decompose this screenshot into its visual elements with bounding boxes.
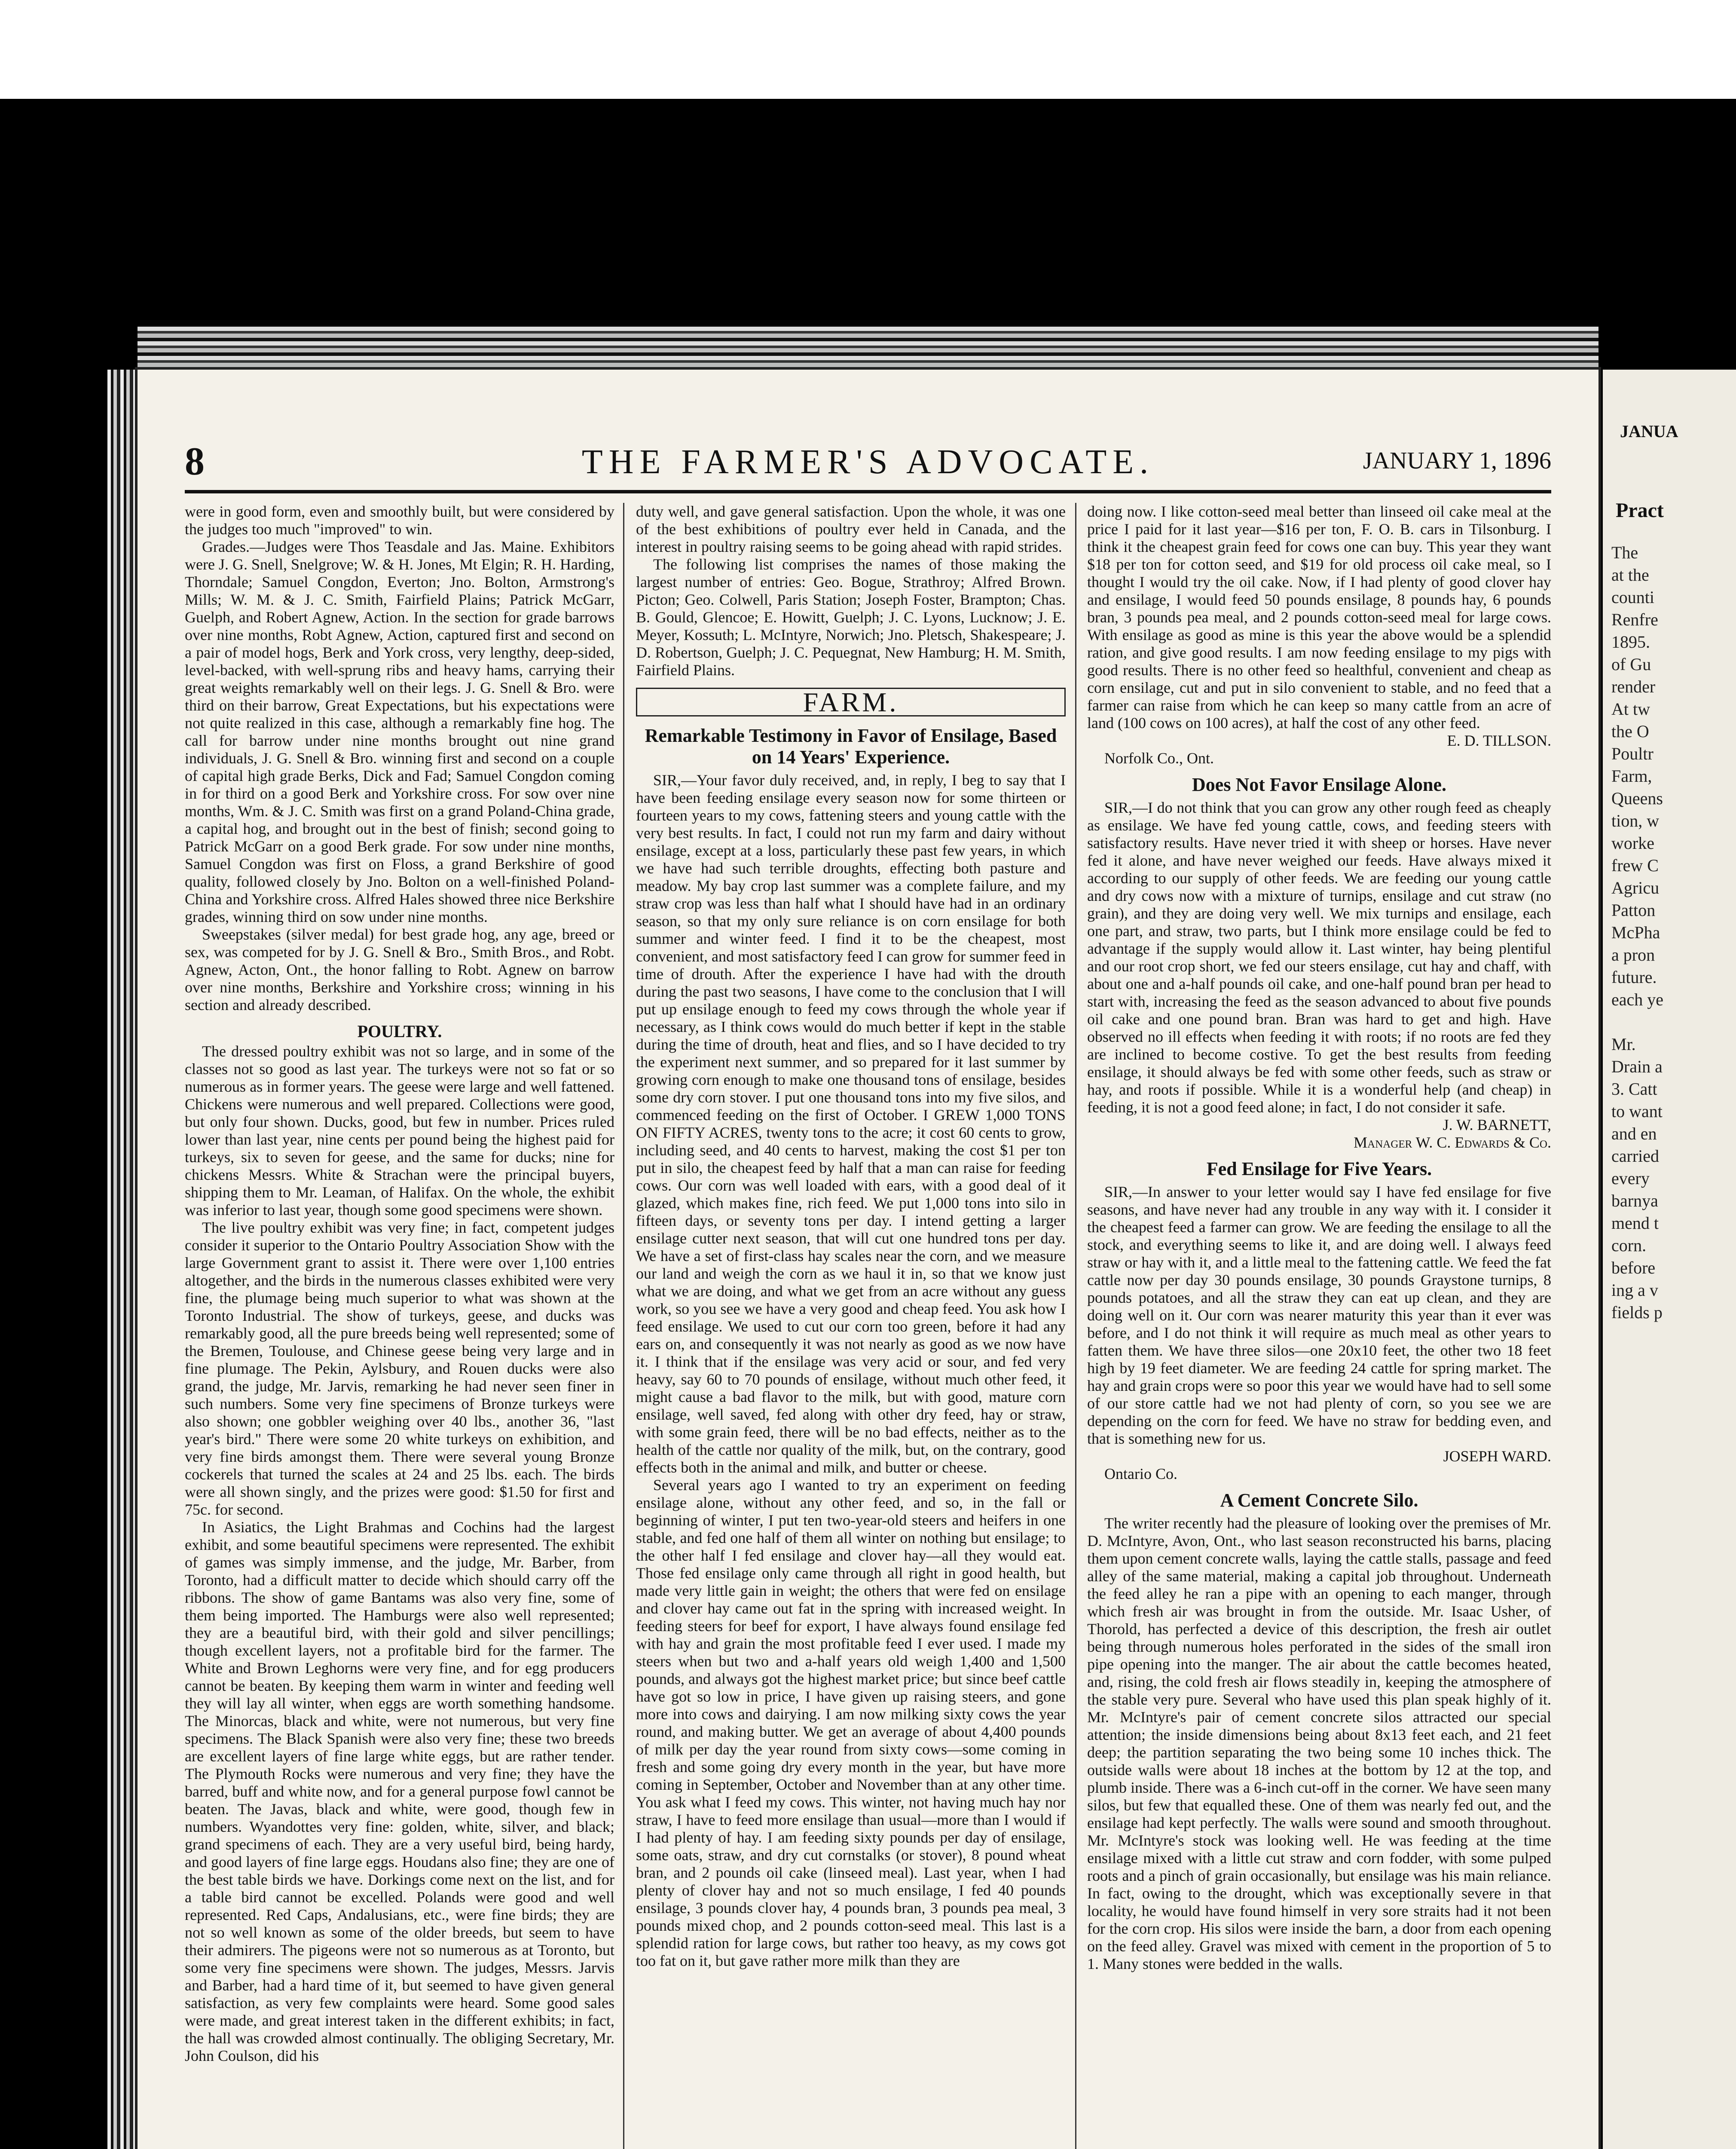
facing-page-line: At tw xyxy=(1611,699,1650,719)
facing-page-line: 3. Catt xyxy=(1611,1079,1657,1099)
paragraph: In Asiatics, the Light Brahmas and Cochins had the largest exhibit, and some beautiful specimens were represented. The exhibit of games was simply immense, and the judge, Mr. Barber, from Toronto, had a difficult matter to decide which should carry off the ribbons. The show of game Bantams was also very fine, some of them being imported. The Hamburgs were also well represented; they are a beautiful bird, with their gold and silver pencillings; though excellent layers, not a profitable bird for the farmer. The White and Brown Leghorns were very fine, and for egg producers cannot be beaten. By keeping them warm in winter and feeding well they will lay all winter, when eggs are worth something handsome. The Minorcas, black and white, were not numerous, but very fine specimens. The Black Spanish were also very fine; these two breeds are excellent layers of fine large white eggs, but are rather tender. The Plymouth Rocks were numerous and very fine; they have the barred, buff and white now, and for a general purpose fowl cannot be beaten. The Javas, black and white, were good, though few in numbers. Wyandottes very fine: golden, white, silver, and black; grand specimens of each. They are a very useful bird, being hardy, and good layers of fine large eggs. Houdans also fine; they are one of the best table birds we have. Dorkings come next on the list, and for a table bird cannot be excelled. Polands were good and well represented. Red Caps, Andalusians, etc., were fine birds; they are not so well known as some of the older breeds, but seem to have their admirers. The pigeons were not so numerous as at Toronto, but some very fine specimens were shown. The judges, Messrs. Jarvis and Barber, had a hard time of it, but seemed to have given general satisfaction, as very few complaints were heard. Some good sales were made, and great interest taken in the different exhibits; in fact, the hall was crowded almost continually. The obliging Secretary, Mr. John Coulson, did his xyxy=(185,1518,614,2064)
facing-page-line: counti xyxy=(1611,588,1654,607)
article-headline: Does Not Favor Ensilage Alone. xyxy=(1192,774,1446,795)
paragraph: Grades.—Judges were Thos Teasdale and Jas. Maine. Exhibitors were J. G. Snell, Snelgrove; W. & H. Jones, Mt Elgin; R. H. Harding, Thorndale; Samuel Congdon, Everton; Jno. Bolton, Armstrong's Mills; W. M. & J. C. Smith, Fairfield Plains; Patrick McGarr, Guelph, and Robert Agnew, Action. In the section for grade barrows over nine months, Robt Agnew, Action, captured first and second on a pair of model hogs, Berk and York cross, very lengthy, deep-sided, level-backed, with well-sprung ribs and heavy hams, carrying their great weights remarkably well on their legs. J. G. Snell & Bro. were third on their barrow, Great Expectations, but his expectations were not quite realized in this case, although a remarkably fine hog. The call for barrow under nine months brought out nine grand individuals, J. G. Snell & Bro. winning first and second on a couple of capital high grade Berks, Dick and Fad; Samuel Congdon coming in for third on a good Berk and Yorkshire cross. For sow over nine months, Wm. & J. C. Smith was first on a grand Poland-China grade, a capital hog, and brought out in the best of finish; second going to Patrick McGarr on a good Berk grade. For sow under nine months, Samuel Congdon was first on Floss, a grand Berkshire of good quality, followed closely by Jno. Bolton on a well-finished Poland-China and Yorkshire cross. Alfred Hales showed three nice Berkshire grades, winning third on sow under nine months. xyxy=(185,538,614,925)
facing-page-line: mend t xyxy=(1611,1213,1659,1233)
newspaper-page xyxy=(138,370,1598,2149)
facing-page-line: a pron xyxy=(1611,945,1655,964)
article-headline: A Cement Concrete Silo. xyxy=(1220,1490,1418,1511)
facing-page-line: Farm, xyxy=(1611,766,1652,786)
masthead-rule xyxy=(185,490,1551,493)
facing-page-fragment xyxy=(1603,370,1736,2149)
facing-page-line: barnya xyxy=(1611,1191,1658,1210)
facing-page-line: 1895. xyxy=(1611,632,1650,652)
facing-page-line xyxy=(1611,1011,1727,1033)
scan-top-margin xyxy=(0,0,1736,99)
facing-page-line: worke xyxy=(1611,833,1654,853)
scan-left-margin xyxy=(0,99,107,2149)
paragraph: The live poultry exhibit was very fine; in fact, competent judges consider it superior to the Ontario Poultry Association Show with the large Government grant to assist it. There were over 1,100 entries altogether, and the birds in the numerous classes exhibited were very fine, the plumage being much superior to what was shown at the Toronto Industrial. The show of turkeys, geese, and ducks was remarkably good, all the pure breeds being well represented; some of the Bremen, Toulouse, and Chinese geese being very large and in fine plumage. The Pekin, Aylsbury, and Rouen ducks were also grand, the judge, Mr. Jarvis, remarking he had never seen finer in such numbers. Some very fine specimens of Bronze turkeys were also shown; one gobbler weighing over 40 lbs., another 36, "last year's bird." There were some 20 white turkeys on exhibition, and very fine birds amongst them. There were several young Bronze cockerels that turned the scales at 24 and 25 lbs. each. The birds were all shown singly, and the prizes were good: $1.50 for first and 75c. for second. xyxy=(185,1219,614,1518)
facing-page-line: fields p xyxy=(1611,1303,1663,1322)
facing-page-line: Renfre xyxy=(1611,610,1658,629)
facing-page-line: Poultr xyxy=(1611,744,1653,763)
column-divider xyxy=(623,503,624,2149)
paragraph: Sweepstakes (silver medal) for best grade hog, any age, breed or sex, was competed for by J. G. Snell & Bro., Smith Bros., and Robt. Agnew, Acton, Ont., the honor falling to Robt. Agnew on barrow over nine months, Berkshire and Yorkshire cross; winning in his section and already described. xyxy=(185,926,614,1013)
paragraph: duty well, and gave general satisfaction. Upon the whole, it was one of the best exhibitions of poultry ever held in Canada, and the interest in poultry raising seems to be going ahead with rapid strides. xyxy=(636,503,1066,555)
signature: J. W. BARNETT, xyxy=(1443,1116,1551,1133)
facing-page-line: of Gu xyxy=(1611,655,1651,674)
facing-page-line: Drain a xyxy=(1611,1057,1663,1076)
facing-page-line: and en xyxy=(1611,1124,1657,1143)
facing-page-line: future. xyxy=(1611,967,1657,987)
facing-page-line: before xyxy=(1611,1258,1656,1277)
paragraph: SIR,—In answer to your letter would say I have fed ensilage for five seasons, and have never had any trouble in any way with it. I consider it the cheapest feed a farmer can grow. We are feeding the ensilage to all the stock, and everything seems to like it, and are doing well. I always feed straw or hay with it, and a little meal to the fattening cattle. We feed the fat cattle now per day 30 pounds ensilage, 30 pounds Graystone turnips, 8 pounds potatoes, and all the straw they can eat up clean, and they are doing well on it. Our corn was nearer maturity this year than it ever was before, and I do not think it will require as much meal as other years to fatten them. We have three silos—one 20x10 feet, the other two 18 feet high by 19 feet diameter. We are feeding 24 cattle for spring market. The hay and grain crops were so poor this year we would have had to sell some of our store cattle had we not had plenty of corn, so you see we are depending on the corn for feed. We have no straw for bedding even, and that is something new for us. xyxy=(1087,1183,1551,1447)
article-headline: Remarkable Testimony in Favor of Ensilage, Based on 14 Years' Experience. xyxy=(645,725,1057,768)
book-top-edge xyxy=(138,327,1598,370)
article-headline: Fed Ensilage for Five Years. xyxy=(1206,1158,1432,1179)
facing-page-line: render xyxy=(1611,677,1656,696)
facing-page-line: every xyxy=(1611,1169,1650,1188)
paragraph: were in good form, even and smoothly built, but were considered by the judges too much "improved" to win. xyxy=(185,503,614,538)
signature: JOSEPH WARD. xyxy=(1443,1448,1551,1465)
dateline: Norfolk Co., Ont. xyxy=(1104,750,1214,767)
facing-page-line: McPha xyxy=(1611,923,1660,942)
paragraph: The following list comprises the names of those making the largest number of entries: Geo. Bogue, Strathroy; Alfred Brown. Picton; Geo. Colwell, Paris Station; Joseph Foster, Brampton; Chas. B. Gould, Glencoe; E. Howitt, Guelph; J. C. Lyons, Lucknow; J. E. Meyer, Kossuth; L. McIntyre, Norwich; Jno. Pletsch, Shakespeare; J. D. Robertson, Guelph; J. C. Pequegnat, New Hamburg; H. M. Smith, Fairfield Plains. xyxy=(636,556,1066,679)
column-1 xyxy=(185,503,614,2065)
facing-page-line: ing a v xyxy=(1611,1280,1658,1300)
paragraph: The dressed poultry exhibit was not so large, and in some of the classes not so good as last year. The turkeys were not so fat or so numerous as in former years. The geese were large and well fattened. Chickens were numerous and well prepared. Collections were good, but only four shown. Ducks, good, but few in number. Prices ruled lower than last year, nine cents per pound being the highest paid for turkeys, six to seven for geese, and the same for ducks; nine for chickens Messrs. White & Strachan were the principal buyers, shipping them to Mr. Leaman, of Halifax. On the whole, the exhibit was inferior to last year, though some good specimens were shown. xyxy=(185,1043,614,1218)
signature-title: Manager W. C. Edwards & Co. xyxy=(1354,1134,1551,1151)
issue-date: JANUARY 1, 1896 xyxy=(1363,447,1551,474)
facing-page-line: the O xyxy=(1611,722,1649,741)
facing-page-line: Queens xyxy=(1611,789,1663,808)
paragraph: SIR,—I do not think that you can grow any other rough feed as cheaply as ensilage. We have fed young cattle, cows, and feeding steers with satisfactory results. Have never tried it with sheep or horses. Have never fed it alone, and have never weighed our feeds. Have always mixed it according to our supply of other feeds. We are feeding our young cattle and dry cows now with a mixture of turnips, ensilage and cut straw (no grain), and they are doing very well. We mix turnips and ensilage, each one part, and straw, two parts, but I think more ensilage could be fed to advantage if the supply would allow it. Last winter, hay being plentiful and our root crop short, we fed our steers ensilage, cut hay and chaff, with about one and a-half pounds oil cake, and one-half pound bran per head to start with, increasing the feed as the season advanced to about five pounds oil cake and one pound bran. Bran was hard to get and high. Have observed no ill effects when feeding it with roots; if no roots are fed they are inclined to become costive. To get the best results from feeding ensilage, it should always be fed with some other feeds, such as straw or hay, and roots if possible. While it is a wonderful help (and cheap) in feeding, it is not a good feed alone; in fact, I do not consider it safe. xyxy=(1087,799,1551,1116)
facing-page-text xyxy=(1611,542,1727,1324)
page-number: 8 xyxy=(185,439,205,483)
facing-page-line: frew C xyxy=(1611,856,1659,875)
facing-page-line: corn. xyxy=(1611,1236,1647,1255)
signature: E. D. TILLSON. xyxy=(1447,732,1551,749)
column-2 xyxy=(636,503,1066,1970)
facing-page-running-title: JANUA xyxy=(1620,422,1678,441)
paragraph: SIR,—Your favor duly received, and, in reply, I beg to say that I have been feeding ensilage every season now for some thirteen or fourteen years to my cows, fattening steers and young cattle with the very best results. In fact, I could not run my farm and dairy without ensilage, except at a loss, particularly these past few years, in which we have had such terrible droughts, effecting both pasture and meadow. My bay crop last summer was a complete failure, and my straw crop was less than half what I should have had in an ordinary season, so that my only sure reliance is on corn ensilage for both summer and winter feed. I find it to be the cheapest, most convenient, and most satisfactory feed I can grow for summer feed in time of drouth. After the experience I have had with the drouth during the past two seasons, I have come to the conclusion that I will put up ensilage enough to feed my cows through the whole year if necessary, as I think cows would do much better if kept in the stable during the time of drouth, heat and flies, and so I have decided to try the experiment next summer, and so prepared for it last summer by growing corn enough to make one thousand tons of ensilage, besides some dry corn stover. I put one thousand tons into my five silos, and commenced feeding on the first of October. I GREW 1,000 TONS ON FIFTY ACRES, twenty tons to the acre; it cost 60 cents to grow, including seed, and 40 cents to harvest, making the cost $1 per ton put in silo, the cheapest feed by half that a man can raise for feeding cows. Our corn was well loaded with ears, with a good deal of it glazed, which makes fine, rich feed. We put 1,000 tons into silo in fifteen days, or seventy tons per day. I intend getting a larger ensilage cutter next season, that will cut one hundred tons per day. We have a set of first-class hay scales near the corn, and we measure our land and weigh the corn as we haul it in, so that we know just what we are doing, and what we get from an acre without any guess work, so you see we have a very good and cheap feed. You ask how I feed ensilage. We used to cut our corn too green, before it had any ears on, and consequently it was not nearly as good as we now have it. I think that if the ensilage was very acid or sour, and fed very heavy, say 60 to 70 pounds of ensilage, without much other feed, it might cause a bad flavor to the milk, but with good, mature corn ensilage, well saved, fed along with other dry feed, hay or straw, with some grain feed, there will be no bad effects, neither as to the health of the cattle nor quality of the milk, but, on the contrary, good effects both in the animal and milk, and butter or cheese. xyxy=(636,771,1066,1476)
column-3 xyxy=(1087,503,1551,1973)
facing-page-line: The xyxy=(1611,543,1638,562)
section-title-farm: FARM. xyxy=(636,688,1066,716)
paragraph: The writer recently had the pleasure of looking over the premises of Mr. D. McIntyre, Avon, Ont., who last season reconstructed his barns, placing them upon cement concrete walls, laying the cattle stalls, passage and feed alley of the same material, making a capital job throughout. Underneath the feed alley he ran a pipe with an opening to each manger, through which fresh air was brought in from the outside. Mr. Isaac Usher, of Thorold, has perfected a device of this description, the fresh air outlet being through numerous holes perforated in the sides of the small iron pipe opening into the manger. The air about the cattle becomes heated, and, rising, the cold fresh air flows steadily in, keeping the atmosphere of the stable very pure. Several who have used this plan speak highly of it. Mr. McIntyre's pair of cement concrete silos attracted our special attention; the inside dimensions being about 8x13 feet each, and 21 feet deep; the partition separating the two being some 10 inches thick. The outside walls were about 18 inches at the bottom by 12 at the top, and plumb inside. There was a 6-inch cut-off in the corner. We have seen many silos, but few that equalled these. One of them was nearly fed out, and the ensilage had kept perfectly. The walls were sound and smooth throughout. Mr. McIntyre's stock was looking well. He was feeding at the time ensilage mixed with a little cut straw and corn fodder, with some pulped roots and a pinch of grain occasionally, but ensilage was his main reliance. In fact, owing to the drought, which was exceptionally severe in that locality, he would have found himself in very sore straits had it not been for the corn crop. His silos were inside the barn, a door from each opening on the feed alley. Gravel was mixed with cement in the proportion of 5 to 1. Many stones were bedded in the walls. xyxy=(1087,1515,1551,1972)
facing-page-line: each ye xyxy=(1611,990,1664,1009)
facing-page-line: tion, w xyxy=(1611,811,1660,830)
column-divider xyxy=(1075,503,1076,2149)
publication-title: THE FARMER'S ADVOCATE. xyxy=(581,443,1155,481)
facing-page-line: Patton xyxy=(1611,900,1656,920)
dateline: Ontario Co. xyxy=(1104,1465,1177,1482)
facing-page-heading: Pract xyxy=(1616,499,1664,522)
facing-page-line: at the xyxy=(1611,565,1649,585)
facing-page-line: to want xyxy=(1611,1102,1663,1121)
facing-page-line: Mr. xyxy=(1611,1035,1636,1054)
masthead xyxy=(185,438,1551,490)
facing-page-line: carried xyxy=(1611,1146,1660,1166)
section-heading-poultry: POULTRY. xyxy=(357,1022,442,1041)
facing-page-line: Agricu xyxy=(1611,878,1660,897)
paragraph: Several years ago I wanted to try an experiment on feeding ensilage alone, without any other feed, and so, in the fall or beginning of winter, I put ten two-year-old steers and heifers in one stable, and fed one half of them all winter on nothing but ensilage; to the other half I fed ensilage and clover hay—all they would eat. Those fed ensilage only came through all right in good health, but made very little gain in weight; the others that were fed on ensilage and clover hay came out fat in the spring with increased weight. In feeding steers for beef for export, I have always found ensilage fed with hay and grain the most profitable feed I ever used. I made my steers when but two and a-half years old weigh 1,400 and 1,500 pounds, and always got the highest market price; but since beef cattle have got so low in price, I have given up raising steers, and gone more into cows and dairying. I am now milking sixty cows the year round, and making butter. We get an average of about 4,400 pounds of milk per day the year round from sixty cows—some coming in fresh and some going dry every month in the year, but have more coming in September, October and November than at any other time. You ask what I feed my cows. This winter, not having much hay nor straw, I have to feed more ensilage than usual—more than I would if I had plenty of hay. I am feeding sixty pounds per day of ensilage, some oats, straw, and dry cut cornstalks (or stover), 8 pound wheat bran, and 2 pounds oil cake (linseed meal). Last year, when I had plenty of clover hay and not so much ensilage, I fed 40 pounds ensilage, 3 pounds clover hay, 4 pounds bran, 3 pounds pea meal, 3 pounds mixed chop, and 2 pounds cotton-seed meal. This last is a splendid ration for large cows, but rather too heavy, as my cows got too fat on it, but gave rather more milk than they are xyxy=(636,1476,1066,1969)
paragraph: doing now. I like cotton-seed meal better than linseed oil cake meal at the price I paid for it last year—$16 per ton, F. O. B. cars in Tilsonburg. I think it the cheapest grain feed for cows one can buy. This year they want $18 per ton for cotton seed, and $19 for old process oil cake meal, so I thought I would try the oil cake. Now, if I had plenty of good clover hay and ensilage, I would feed 50 pounds ensilage, 8 pounds hay, 6 pounds bran, 3 pounds pea meal, and 2 pounds cotton-seed meal for large cows. With ensilage as good as mine is this year the above would be a splendid ration, and give good results. I am now feeding ensilage to my pigs with good results. There is no other feed so healthful, convenient and cheap as corn ensilage, cut and put in silo convenient to stable, and no feed that a farmer can raise from which he can keep so many cattle from an acre of land (100 cows on 100 acres), at half the cost of any other feed. xyxy=(1087,503,1551,732)
book-page-edges xyxy=(107,370,138,2149)
